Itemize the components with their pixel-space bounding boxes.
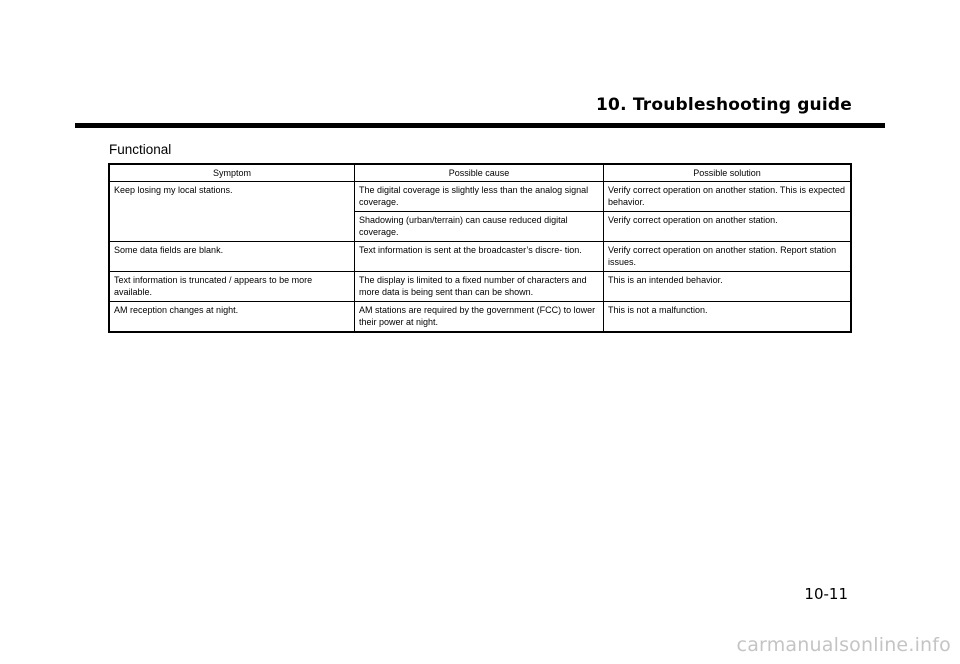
header-rule	[75, 123, 885, 128]
solution-cell: This is an intended behavior.	[604, 272, 851, 302]
chapter-title: 10. Troubleshooting guide	[596, 95, 852, 115]
page-number: 10-11	[804, 585, 848, 603]
solution-cell: Verify correct operation on another station.	[604, 212, 851, 242]
cause-cell: The display is limited to a fixed number of characters and more data is being sent than can be shown.	[355, 272, 604, 302]
table-row	[110, 182, 851, 212]
table-row	[110, 242, 851, 272]
symptom-cell: AM reception changes at night.	[110, 302, 355, 332]
solution-cell: This is not a malfunction.	[604, 302, 851, 332]
symptom-cell: Keep losing my local stations.	[110, 182, 355, 242]
table-row	[110, 272, 851, 302]
symptom-cell: Some data fields are blank.	[110, 242, 355, 272]
cause-cell: AM stations are required by the government (FCC) to lower their power at night.	[355, 302, 604, 332]
column-header-possible-solution: Possible solution	[604, 165, 851, 182]
cause-cell: The digital coverage is slightly less than the analog signal coverage.	[355, 182, 604, 212]
section-title: Functional	[109, 142, 172, 157]
solution-cell: Verify correct operation on another station. Report station issues.	[604, 242, 851, 272]
cause-cell: Text information is sent at the broadcaster’s discre- tion.	[355, 242, 604, 272]
table-row	[110, 302, 851, 332]
symptom-cell: Text information is truncated / appears to be more available.	[110, 272, 355, 302]
column-header-symptom: Symptom	[110, 165, 355, 182]
table-header-row	[110, 165, 851, 182]
solution-cell: Verify correct operation on another station. This is expected behavior.	[604, 182, 851, 212]
column-header-possible-cause: Possible cause	[355, 165, 604, 182]
cause-cell: Shadowing (urban/terrain) can cause reduced digital coverage.	[355, 212, 604, 242]
watermark-link[interactable]: carmanualsonline.info	[736, 634, 951, 656]
troubleshooting-table	[109, 164, 851, 332]
